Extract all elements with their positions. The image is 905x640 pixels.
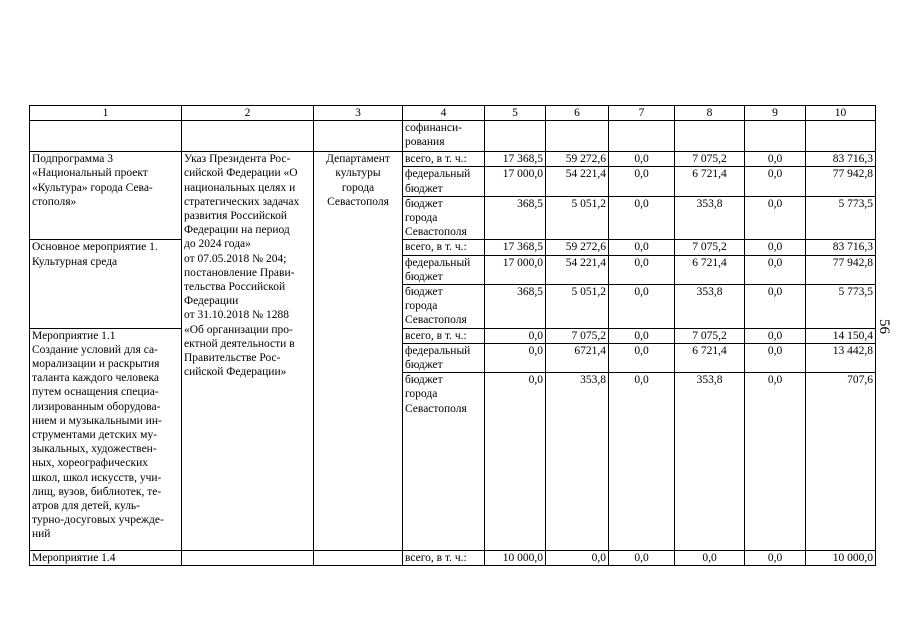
amount-cell: 0,0 xyxy=(609,196,675,240)
amount-cell: 77 942,8 xyxy=(806,167,876,196)
amount-cell: 368,5 xyxy=(485,196,546,240)
amount-cell: 17 368,5 xyxy=(485,240,546,255)
header-cell: 9 xyxy=(745,106,806,121)
amount-cell: 0,0 xyxy=(745,152,806,167)
page-number: 56 xyxy=(876,319,892,334)
program-name-cell: Основное мероприятие 1. Культурная среда xyxy=(30,240,182,328)
header-cell: 6 xyxy=(546,106,609,121)
amount-cell: 7 075,2 xyxy=(675,152,745,167)
amount-cell: 6 721,4 xyxy=(675,167,745,196)
cofinancing-label: софинанси- рования xyxy=(403,121,485,152)
header-cell: 3 xyxy=(314,106,403,121)
program-name-cell: Подпрограмма 3 «Национальный проект «Культура» города Сева- стополя» xyxy=(30,152,182,240)
table-row xyxy=(30,551,876,566)
amount-cell: 10 000,0 xyxy=(485,551,546,566)
funding-source-cell: всего, в т. ч.: xyxy=(403,551,485,566)
amount-cell: 5 773,5 xyxy=(806,285,876,329)
header-cell: 4 xyxy=(403,106,485,121)
amount-cell: 353,8 xyxy=(546,373,609,551)
amount-cell: 353,8 xyxy=(675,196,745,240)
funding-source-cell: всего, в т. ч.: xyxy=(403,328,485,343)
header-cell: 8 xyxy=(675,106,745,121)
table-row xyxy=(30,328,876,343)
funding-source-cell: бюджет города Севастополя xyxy=(403,196,485,240)
table-row xyxy=(30,152,876,167)
amount-cell: 6 721,4 xyxy=(675,343,745,372)
amount-cell: 77 942,8 xyxy=(806,255,876,284)
amount-cell: 5 773,5 xyxy=(806,196,876,240)
amount-cell: 6721,4 xyxy=(546,343,609,372)
amount-cell: 0,0 xyxy=(745,285,806,329)
amount-cell: 368,5 xyxy=(485,285,546,329)
amount-cell: 83 716,3 xyxy=(806,240,876,255)
header-cell: 1 xyxy=(30,106,182,121)
amount-cell: 0,0 xyxy=(745,328,806,343)
amount-cell: 0,0 xyxy=(609,152,675,167)
amount-cell: 0,0 xyxy=(609,285,675,329)
amount-cell: 17 368,5 xyxy=(485,152,546,167)
cofinancing-row xyxy=(30,121,876,152)
amount-cell: 17 000,0 xyxy=(485,167,546,196)
amount-cell: 0,0 xyxy=(609,551,675,566)
amount-cell: 0,0 xyxy=(745,343,806,372)
amount-cell: 0,0 xyxy=(609,240,675,255)
funding-source-cell: всего, в т. ч.: xyxy=(403,240,485,255)
amount-cell: 14 150,4 xyxy=(806,328,876,343)
funding-source-cell: федеральный бюджет xyxy=(403,343,485,372)
amount-cell: 0,0 xyxy=(609,343,675,372)
funding-source-cell: бюджет города Севастополя xyxy=(403,285,485,329)
amount-cell: 0,0 xyxy=(609,167,675,196)
amount-cell: 10 000,0 xyxy=(806,551,876,566)
amount-cell: 0,0 xyxy=(745,240,806,255)
amount-cell: 59 272,6 xyxy=(546,152,609,167)
amount-cell: 83 716,3 xyxy=(806,152,876,167)
amount-cell: 13 442,8 xyxy=(806,343,876,372)
amount-cell: 0,0 xyxy=(609,328,675,343)
amount-cell: 0,0 xyxy=(745,255,806,284)
funding-source-cell: федеральный бюджет xyxy=(403,255,485,284)
amount-cell: 59 272,6 xyxy=(546,240,609,255)
header-cell: 5 xyxy=(485,106,546,121)
header-cell: 2 xyxy=(182,106,314,121)
header-cell: 10 xyxy=(806,106,876,121)
amount-cell: 7 075,2 xyxy=(546,328,609,343)
amount-cell: 0,0 xyxy=(745,196,806,240)
amount-cell: 54 221,4 xyxy=(546,255,609,284)
funding-source-cell: федеральный бюджет xyxy=(403,167,485,196)
amount-cell: 353,8 xyxy=(675,285,745,329)
amount-cell: 0,0 xyxy=(745,551,806,566)
program-name-cell: Мероприятие 1.1 Создание условий для са- морализации и раскрытия таланта каждого человека путем оснащения специа- лизированным оборудова- нием и музыкальными ин- струментами детских му- зыкальных, художествен- ных, хореографических школ, школ искусств, учи- лищ, вузов, библиотек, те- атров для детей, куль- турно-досуговых учрежде- ний xyxy=(30,328,182,551)
amount-cell: 5 051,2 xyxy=(546,196,609,240)
amount-cell: 0,0 xyxy=(745,373,806,551)
program-name-cell: Мероприятие 1.4 xyxy=(30,551,182,566)
amount-cell: 0,0 xyxy=(546,551,609,566)
amount-cell: 17 000,0 xyxy=(485,255,546,284)
amount-cell: 353,8 xyxy=(675,373,745,551)
funding-source-cell: всего, в т. ч.: xyxy=(403,152,485,167)
amount-cell: 7 075,2 xyxy=(675,240,745,255)
amount-cell: 0,0 xyxy=(485,373,546,551)
amount-cell: 0,0 xyxy=(485,328,546,343)
executor-cell: Департамент культуры города Севастополя xyxy=(314,152,403,551)
amount-cell: 0,0 xyxy=(609,255,675,284)
amount-cell: 0,0 xyxy=(745,167,806,196)
budget-table xyxy=(29,105,876,566)
header-cell: 7 xyxy=(609,106,675,121)
legal-basis-cell: Указ Президента Рос- сийской Федерации «О национальных целях и стратегических задачах развития Российской Федерации на период до 2024 года» от 07.05.2018 № 204; постановление Прави- тельства Российской Федерации от 31.10.2018 № 1288 «Об организации про- ектной деятельности в Правительстве Рос- сийской Федерации» xyxy=(182,152,314,551)
amount-cell: 0,0 xyxy=(675,551,745,566)
funding-source-cell: бюджет города Севастополя xyxy=(403,373,485,551)
table-row xyxy=(30,240,876,255)
amount-cell: 7 075,2 xyxy=(675,328,745,343)
amount-cell: 54 221,4 xyxy=(546,167,609,196)
header-row xyxy=(30,106,876,121)
amount-cell: 707,6 xyxy=(806,373,876,551)
amount-cell: 0,0 xyxy=(609,373,675,551)
amount-cell: 5 051,2 xyxy=(546,285,609,329)
amount-cell: 6 721,4 xyxy=(675,255,745,284)
amount-cell: 0,0 xyxy=(485,343,546,372)
